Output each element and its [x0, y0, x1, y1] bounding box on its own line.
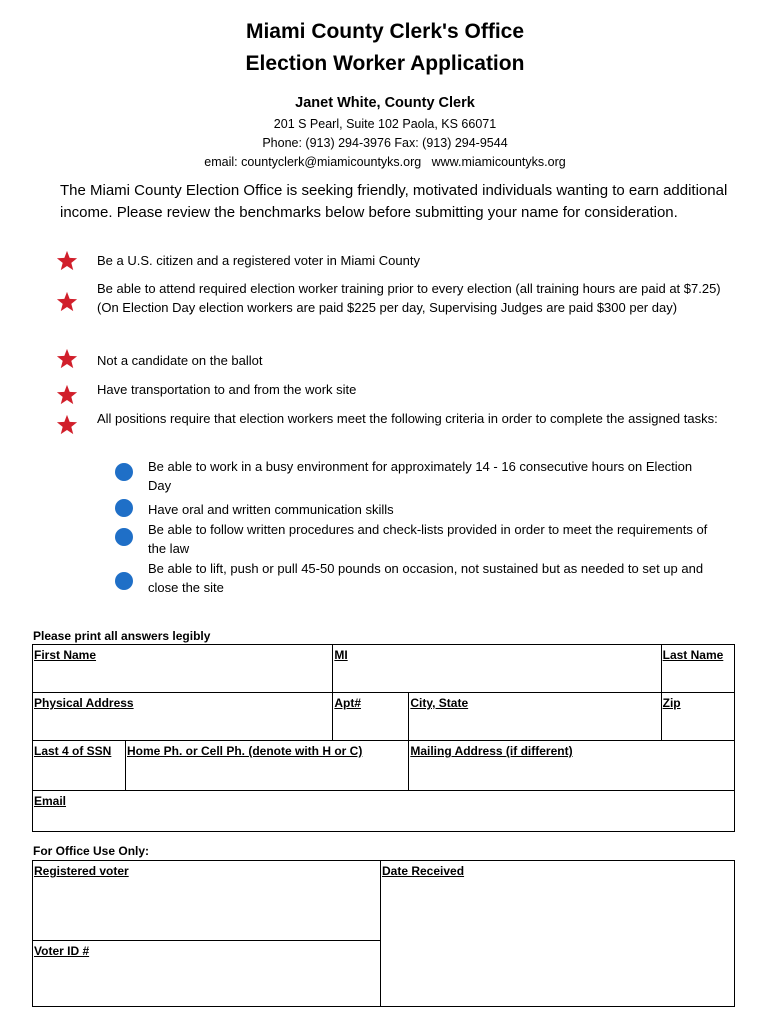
- office-use-heading: For Office Use Only:: [33, 844, 150, 858]
- star-icon: [56, 414, 78, 436]
- requirement-item: Have transportation to and from the work site: [97, 382, 357, 397]
- office-address: 201 S Pearl, Suite 102 Paola, KS 66071: [273, 117, 497, 131]
- physical-address-field[interactable]: [33, 693, 333, 741]
- bullet-dot-icon: [115, 572, 133, 590]
- mi-field[interactable]: [333, 645, 661, 693]
- criteria-item: Have oral and written communication skills: [148, 502, 394, 517]
- first-name-field[interactable]: [33, 645, 333, 693]
- requirement-item: Not a candidate on the ballot: [97, 353, 263, 368]
- ssn-field[interactable]: [33, 741, 126, 791]
- star-icon: [56, 384, 78, 406]
- city-state-field[interactable]: [409, 693, 661, 741]
- apt-label: Apt#: [334, 696, 362, 710]
- star-icon: [56, 291, 78, 313]
- bullet-dot-icon: [115, 499, 133, 517]
- requirement-item: Be a U.S. citizen and a registered voter in Miami County: [97, 253, 420, 268]
- mi-label: MI: [334, 648, 348, 662]
- physical-address-label: Physical Address: [34, 696, 134, 710]
- ssn-label: Last 4 of SSN: [34, 744, 112, 758]
- email-field[interactable]: [33, 791, 735, 832]
- voter-id-label: Voter ID #: [34, 944, 90, 958]
- phone-field[interactable]: [126, 741, 409, 791]
- clerk-name: Janet White, County Clerk: [295, 95, 475, 111]
- date-received-label: Date Received: [382, 864, 465, 878]
- requirement-item: All positions require that election workers meet the following criteria in order to complete the assigned tasks:: [97, 411, 718, 426]
- office-email-web: email: countyclerk@miamicountyks.org www.miamicountyks.org: [204, 155, 566, 169]
- criteria-item: Be able to follow written procedures and check-lists provided in order to meet the requirements of the law: [148, 522, 708, 556]
- title-line-1: Miami County Clerk's Office: [245, 20, 525, 43]
- date-received-field[interactable]: [381, 861, 735, 1007]
- first-name-label: First Name: [34, 648, 97, 662]
- last-name-label: Last Name: [662, 648, 724, 662]
- star-icon: [56, 250, 78, 272]
- bullet-dot-icon: [115, 463, 133, 481]
- registered-voter-field[interactable]: [33, 861, 381, 941]
- voter-id-field[interactable]: [33, 941, 381, 1007]
- zip-field[interactable]: [661, 693, 734, 741]
- apt-field[interactable]: [333, 693, 409, 741]
- applicant-form-table: [32, 644, 735, 832]
- email-label: Email: [34, 794, 67, 808]
- last-name-field[interactable]: [661, 645, 734, 693]
- phone-label: Home Ph. or Cell Ph. (denote with H or C): [127, 744, 363, 758]
- bullet-dot-icon: [115, 528, 133, 546]
- mailing-address-field[interactable]: [409, 741, 735, 791]
- registered-voter-label: Registered voter: [34, 864, 129, 878]
- requirement-item: Be able to attend required election worker training prior to every election (all training hours are paid at $7.25) (On Election Day election workers are paid $225 per day, Supervising Judges are paid $300 per day): [97, 281, 721, 315]
- intro-paragraph: The Miami County Election Office is seeking friendly, motivated individuals wanting to earn additional income. Please review the benchmarks below before submitting your name for consideration.: [60, 182, 728, 221]
- criteria-item: Be able to work in a busy environment for approximately 14 - 16 consecutive hours on Election Day: [148, 459, 693, 493]
- city-state-label: City, State: [410, 696, 469, 710]
- form-instruction: Please print all answers legibly: [33, 629, 211, 643]
- criteria-item: Be able to lift, push or pull 45-50 pounds on occasion, not sustained but as needed to set up and close the site: [148, 561, 704, 595]
- zip-label: Zip: [662, 696, 681, 710]
- office-use-table: [32, 860, 735, 1007]
- title-line-2: Election Worker Application: [245, 52, 525, 75]
- star-icon: [56, 348, 78, 370]
- office-phone: Phone: (913) 294-3976 Fax: (913) 294-9544: [262, 136, 508, 150]
- mailing-address-label: Mailing Address (if different): [410, 744, 573, 758]
